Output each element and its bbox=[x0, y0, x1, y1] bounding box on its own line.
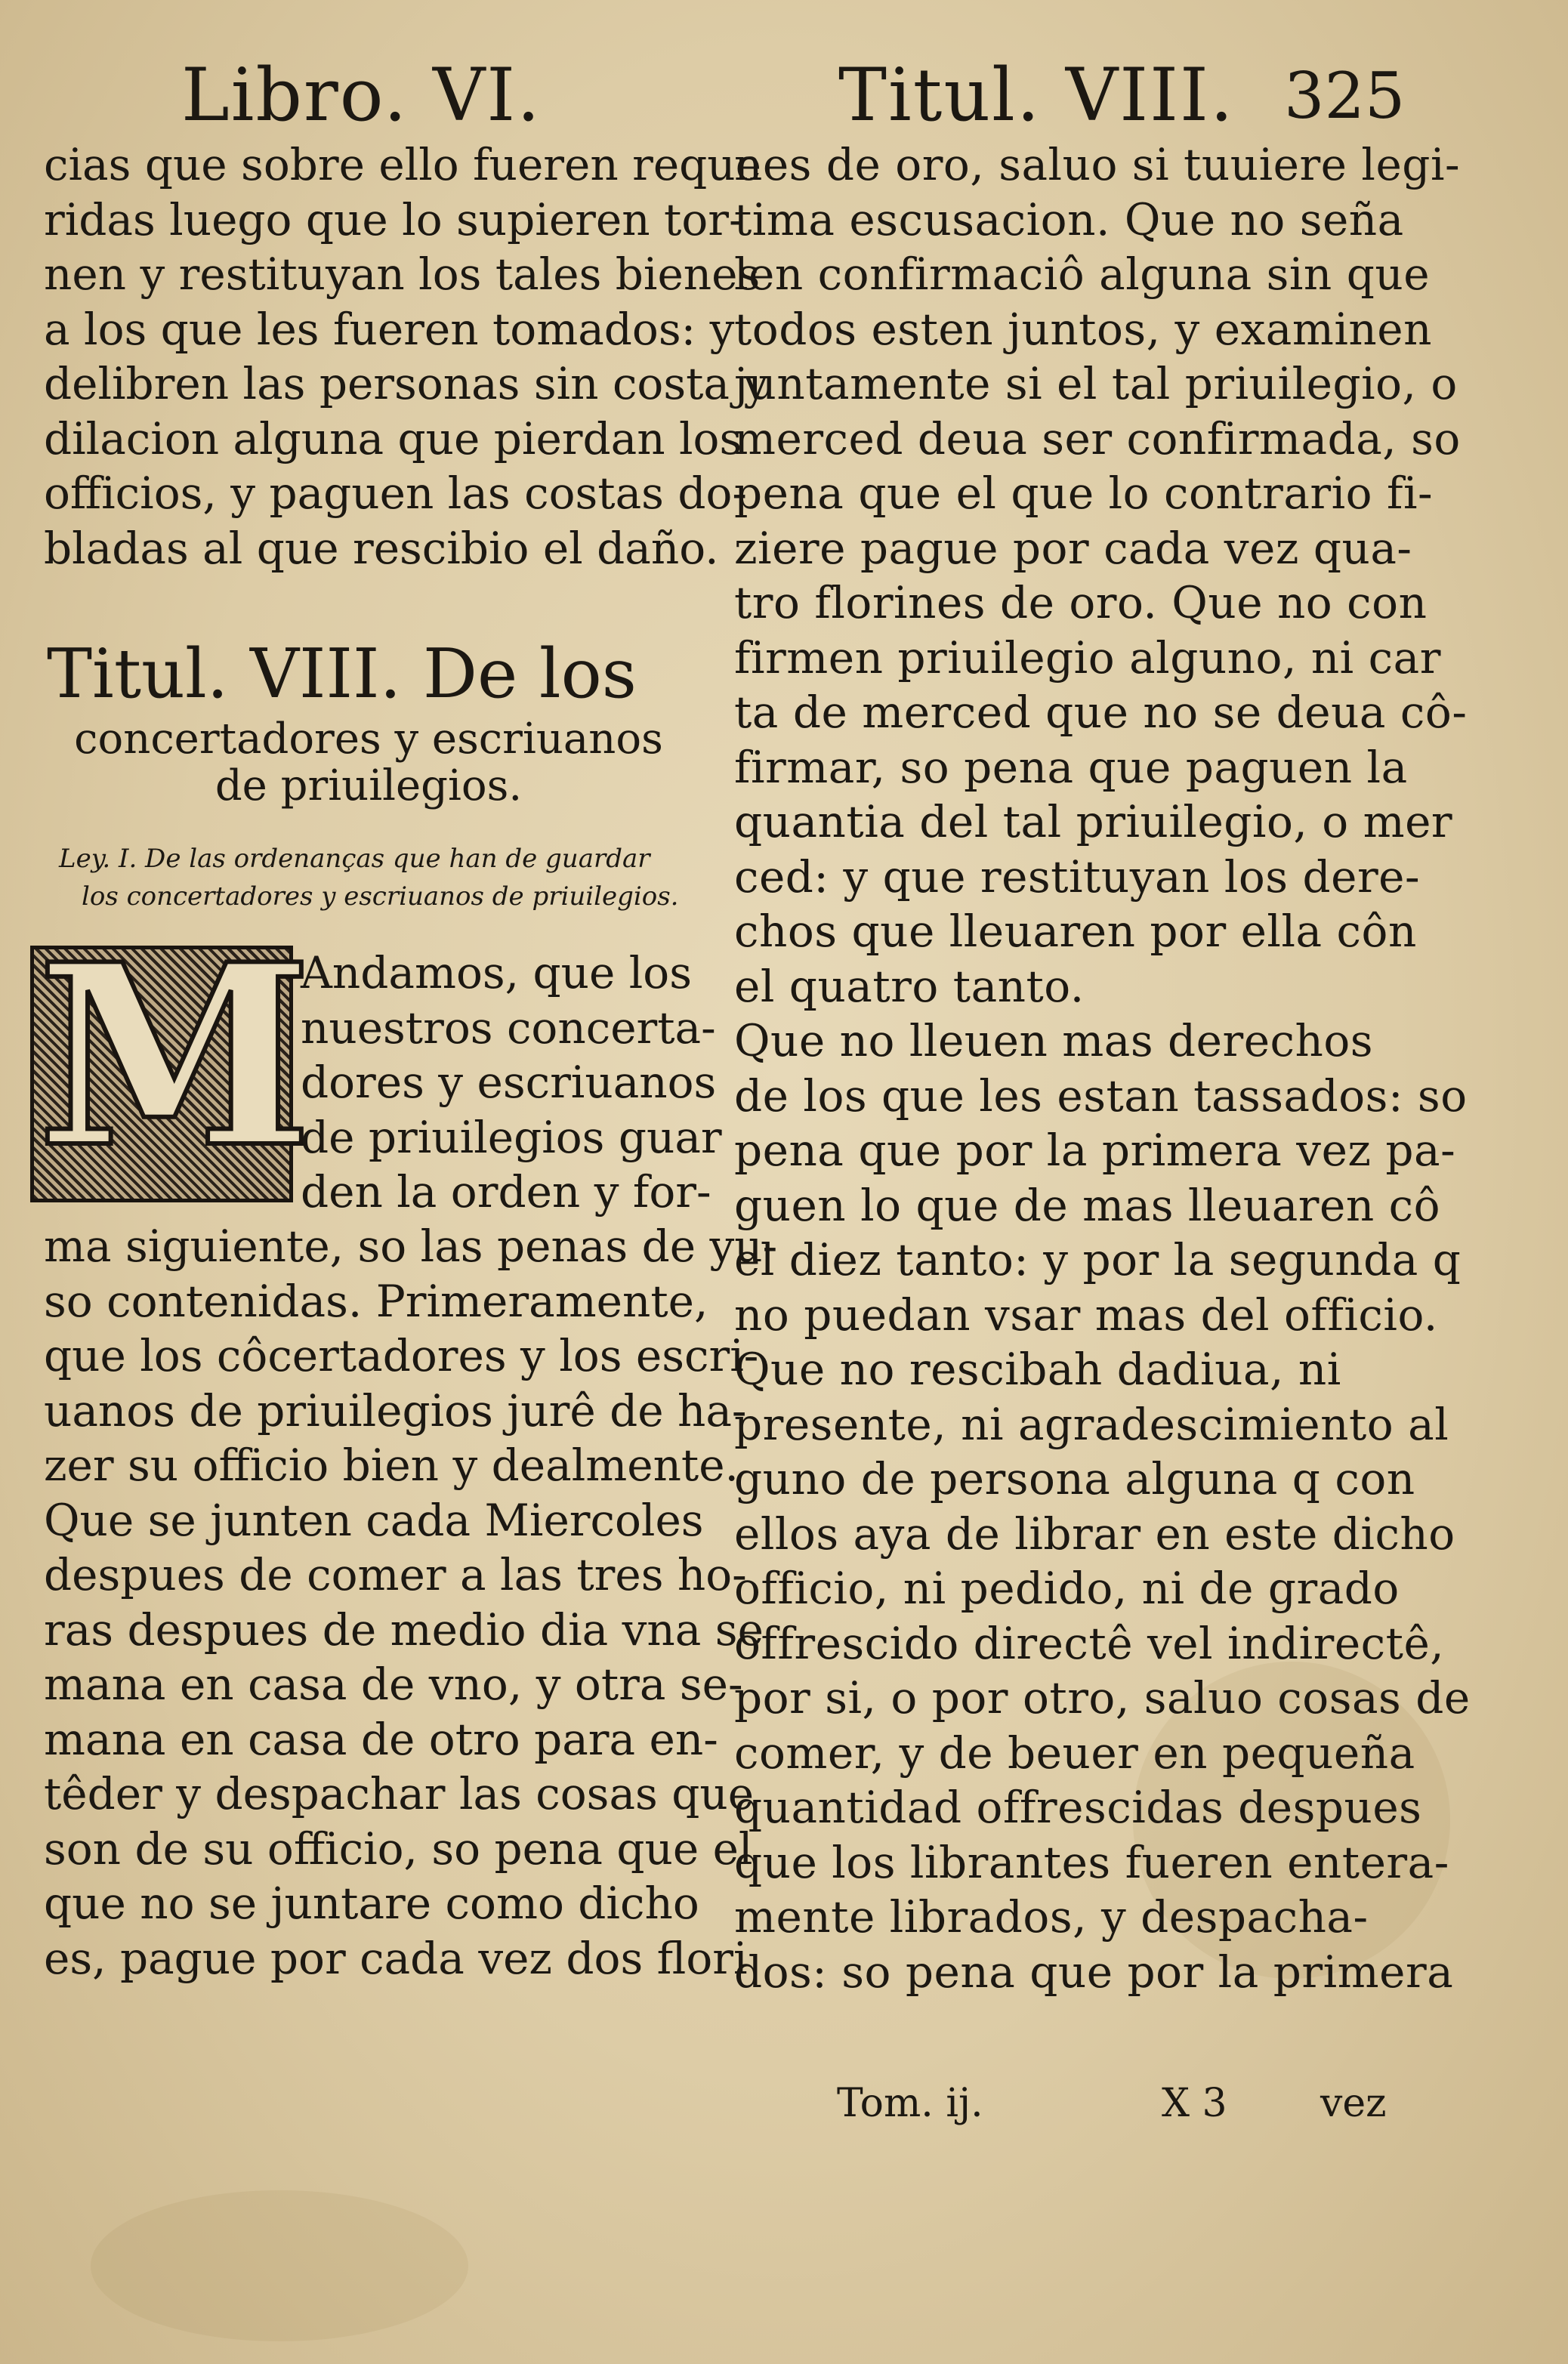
text-line: ras despues de medio dia vna se bbox=[44, 1603, 764, 1656]
tome-label: Tom. ij. bbox=[837, 2081, 983, 2126]
law-heading: Ley. I. De las ordenanças que han de guardar bbox=[59, 844, 650, 874]
text-line: comer, y de beuer en pequeña bbox=[734, 1727, 1415, 1779]
section-subtitle: concertadores y escriuanos bbox=[74, 714, 663, 764]
text-line: so contenidas. Primeramente, bbox=[44, 1275, 708, 1327]
law-heading: los concertadores y escriuanos de priuilegios. bbox=[82, 881, 679, 912]
text-line: ced: y que restituyan los dere- bbox=[734, 850, 1421, 903]
text-line: dores y escriuanos bbox=[301, 1057, 717, 1108]
text-line: delibren las personas sin costa y bbox=[44, 358, 769, 409]
right-column bbox=[734, 137, 1471, 1999]
text-line: nes de oro, saluo si tuuiere legi- bbox=[734, 139, 1461, 190]
text-line: dilacion alguna que pierdan los bbox=[44, 412, 742, 464]
text-line: de priuilegios guar bbox=[301, 1111, 722, 1163]
section-subtitle: de priuilegios. bbox=[215, 761, 523, 810]
text-line: ellos aya de librar en este dicho bbox=[734, 1508, 1455, 1560]
text-line: mente librados, y despacha- bbox=[734, 1891, 1369, 1943]
text-line: cias que sobre ello fueren reque bbox=[44, 139, 761, 190]
catchword: vez bbox=[1320, 2081, 1387, 2126]
text-line: Andamos, que los bbox=[301, 947, 692, 998]
running-header bbox=[0, 30, 1568, 137]
text-line: presente, ni agradescimiento al bbox=[734, 1398, 1449, 1450]
text-line: mana en casa de otro para en- bbox=[44, 1713, 718, 1765]
text-line: es, pague por cada vez dos flori bbox=[44, 1932, 748, 1984]
running-head-left: Libro. VI. bbox=[181, 53, 542, 137]
decorated-initial bbox=[30, 909, 313, 1202]
text-line: juntamente si el tal priuilegio, o bbox=[734, 358, 1458, 409]
text-line: quantia del tal priuilegio, o mer bbox=[734, 796, 1453, 847]
text-line: nuestros concerta- bbox=[301, 1001, 716, 1054]
text-line: firmen priuilegio alguno, ni car bbox=[734, 631, 1441, 684]
text-line: têder y despachar las cosas que bbox=[44, 1768, 755, 1819]
text-line: quantidad offrescidas despues bbox=[734, 1782, 1422, 1833]
section-title: Titul. VIII. De los bbox=[47, 634, 637, 714]
paper-stain bbox=[91, 2190, 468, 2341]
text-line: merced deua ser confirmada, so bbox=[734, 412, 1461, 464]
body-text bbox=[44, 1219, 778, 1986]
text-line: mana en casa de vno, y otra se- bbox=[44, 1659, 743, 1710]
text-line: todos esten juntos, y examinen bbox=[734, 303, 1432, 355]
text-line: Que se junten cada Miercoles bbox=[44, 1494, 704, 1546]
text-line: de los que les estan tassados: so bbox=[734, 1069, 1468, 1122]
text-line: officios, y paguen las costas do- bbox=[44, 468, 748, 519]
text-line: bladas al que rescibio el daño. bbox=[44, 522, 719, 574]
text-line: officio, ni pedido, ni de grado bbox=[734, 1563, 1400, 1614]
text-line: el diez tanto: y por la segunda q bbox=[734, 1234, 1462, 1285]
signature-mark: X 3 bbox=[1162, 2081, 1227, 2126]
text-line: guen lo que de mas lleuaren cô bbox=[734, 1179, 1441, 1231]
text-line: no puedan vsar mas del officio. bbox=[734, 1288, 1438, 1341]
left-column bbox=[37, 137, 778, 1984]
text-line: uanos de priuilegios jurê de ha- bbox=[44, 1384, 747, 1437]
text-line: firmar, so pena que paguen la bbox=[734, 741, 1408, 793]
text-line: Que no lleuen mas derechos bbox=[734, 1015, 1374, 1066]
initial-letter: M bbox=[37, 909, 313, 1202]
text-line: Que no rescibah dadiua, ni bbox=[734, 1344, 1341, 1395]
text-line: ta de merced que no se deua cô- bbox=[734, 687, 1468, 738]
text-line: dos: so pena que por la primera bbox=[734, 1946, 1454, 1998]
text-line: den la orden y for- bbox=[301, 1166, 711, 1217]
text-line: pena que el que lo contrario fi- bbox=[734, 468, 1434, 519]
running-head-right: Titul. VIII. bbox=[838, 53, 1235, 137]
text-line: tro florines de oro. Que no con bbox=[734, 577, 1428, 628]
text-line: que los librantes fueren entera- bbox=[734, 1836, 1449, 1888]
text-line: ridas luego que lo supieren tor- bbox=[44, 193, 744, 245]
text-line: despues de comer a las tres ho- bbox=[44, 1549, 747, 1600]
text-line: pena que por la primera vez pa- bbox=[734, 1125, 1456, 1176]
text-line: que los côcertadores y los escri- bbox=[44, 1330, 759, 1381]
text-line: por si, o por otro, saluo cosas de bbox=[734, 1672, 1471, 1724]
text-line: ziere pague por cada vez qua- bbox=[734, 522, 1412, 574]
initial-paragraph bbox=[37, 909, 778, 1984]
initial-text bbox=[301, 946, 722, 1220]
text-line: que no se juntare como dicho bbox=[44, 1878, 699, 1929]
text-line: ma siguiente, so las penas de yu- bbox=[44, 1221, 778, 1272]
text-line: a los que les fueren tomados: y bbox=[44, 303, 735, 355]
text-line: guno de persona alguna q con bbox=[734, 1453, 1415, 1505]
text-line: chos que lleuaren por ella côn bbox=[734, 906, 1417, 957]
text-line: len confirmaciô alguna sin que bbox=[734, 248, 1431, 300]
text-line: nen y restituyan los tales bienes bbox=[44, 248, 761, 300]
text-line: el quatro tanto. bbox=[734, 960, 1085, 1012]
text-line: zer su officio bien y dealmente. bbox=[44, 1440, 739, 1491]
text-line: son de su officio, so pena que el bbox=[44, 1822, 753, 1875]
text-line: offrescido directê vel indirectê, bbox=[734, 1617, 1445, 1669]
text-line: tima escusacion. Que no seña bbox=[734, 193, 1404, 245]
page-footer bbox=[837, 2081, 1411, 2141]
folio-number: 325 bbox=[1284, 59, 1406, 133]
